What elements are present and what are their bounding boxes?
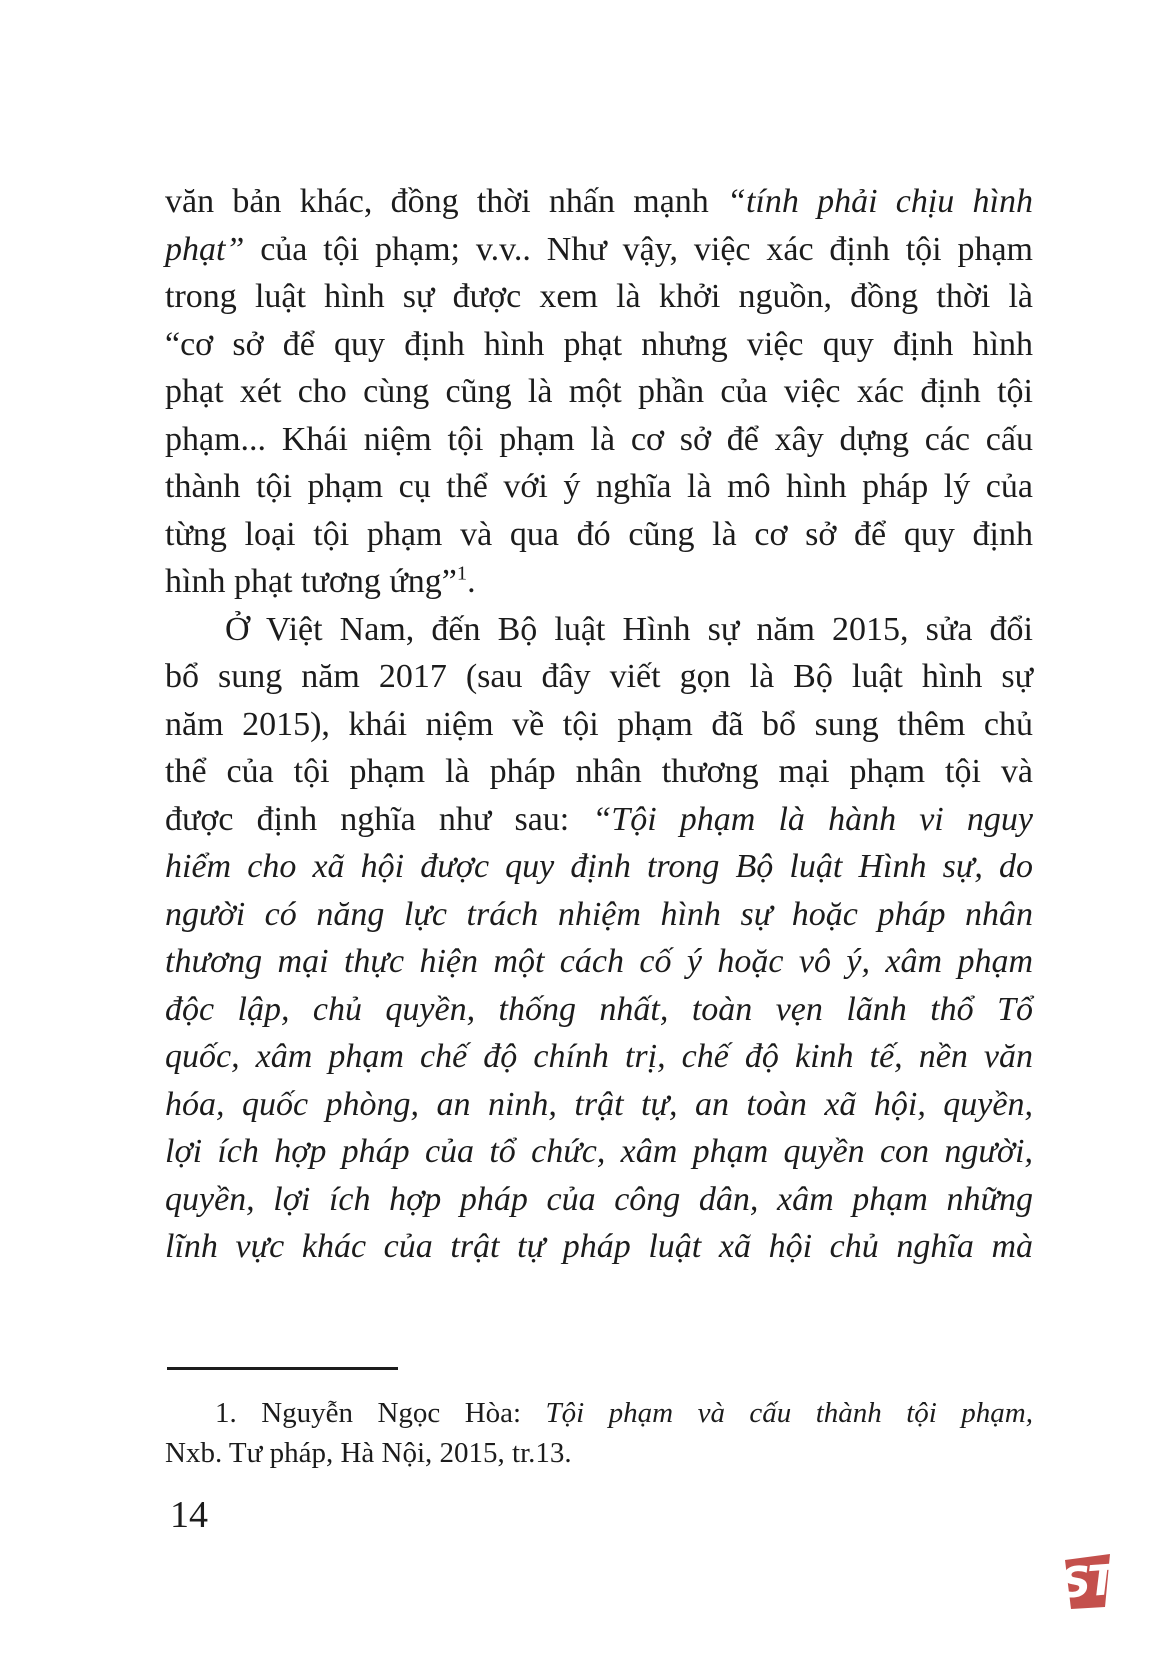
body-line — [165, 653, 1033, 701]
paragraph — [165, 606, 1033, 1271]
text-segment: thể của tội phạm là pháp nhân thương mại phạm tội và — [165, 753, 1033, 790]
body-line — [165, 1081, 1033, 1129]
body-line — [165, 368, 1033, 416]
text-segment: Nxb. Tư pháp, Hà Nội, 2015, tr.13. — [165, 1437, 572, 1469]
text-segment: Ở Việt Nam, đến Bộ luật Hình sự năm 2015, sửa đổi — [225, 610, 1033, 648]
body-line — [165, 938, 1033, 986]
text-segment: 1. Nguyễn Ngọc Hòa: — [215, 1397, 546, 1429]
text-segment: hình phạt tương ứng” — [165, 563, 457, 600]
text-segment: phạt xét cho cùng cũng là một phần của việc xác định tội — [165, 373, 1033, 410]
body-line — [165, 1128, 1033, 1176]
body-line — [165, 511, 1033, 559]
text-segment: phạm... Khái niệm tội phạm là cơ sở để xây dựng các cấu — [165, 420, 1033, 458]
text-segment: bổ sung năm 2017 (sau đây viết gọn là Bộ luật hình sự — [165, 658, 1033, 695]
text-segment: . — [467, 563, 476, 600]
text-segment: Tội phạm và cấu thành tội phạm, — [545, 1397, 1033, 1429]
text-segment: năm 2015), khái niệm về tội phạm đã bổ sung thêm chủ — [165, 705, 1033, 743]
body-line — [165, 1176, 1033, 1224]
footnote — [165, 1393, 1033, 1473]
text-segment: phạt” — [165, 230, 245, 268]
text-segment: hiểm cho xã hội được quy định trong Bộ luật Hình sự, do — [165, 848, 1033, 885]
text-segment: văn bản khác, đồng thời nhấn mạnh — [165, 183, 728, 220]
text-segment: quốc, xâm phạm chế độ chính trị, chế độ kinh tế, nền văn — [165, 1038, 1033, 1075]
body-line — [165, 463, 1033, 511]
body-line — [165, 986, 1033, 1034]
publisher-logo — [1059, 1551, 1115, 1611]
text-segment: 1 — [456, 562, 468, 585]
body-line — [165, 701, 1033, 749]
text-segment: lợi ích hợp pháp của tổ chức, xâm phạm quyền con người, — [165, 1133, 1033, 1170]
body-line — [165, 226, 1033, 274]
text-segment: từng loại tội phạm và qua đó cũng là cơ sở để quy định — [165, 515, 1033, 553]
text-segment: của tội phạm; v.v.. Như vậy, việc xác định tội phạm — [244, 230, 1033, 268]
body-line — [165, 891, 1033, 939]
text-segment: hóa, quốc phòng, an ninh, trật tự, an toàn xã hội, quyền, — [165, 1085, 1033, 1123]
text-segment: người có năng lực trách nhiệm hình sự hoặc pháp nhân — [165, 895, 1033, 933]
body-line — [165, 606, 1033, 654]
text-segment: “Tội phạm là hành vi nguy — [592, 800, 1033, 838]
text-segment: “cơ sở để quy định hình phạt nhưng việc quy định hình — [165, 325, 1033, 363]
body-line — [165, 416, 1033, 464]
footnote-line — [165, 1393, 1033, 1433]
st-logo-text: ST — [1059, 1555, 1115, 1608]
body-text — [165, 178, 1033, 1271]
body-line — [165, 748, 1033, 796]
footnote-separator — [167, 1367, 398, 1370]
text-segment: thương mại thực hiện một cách cố ý hoặc vô ý, xâm phạm — [165, 943, 1033, 980]
paragraph — [165, 178, 1033, 606]
text-segment: thành tội phạm cụ thể với ý nghĩa là mô hình pháp lý của — [165, 468, 1033, 505]
body-line — [165, 1033, 1033, 1081]
text-segment: lĩnh vực khác của trật tự pháp luật xã hội chủ nghĩa mà — [165, 1228, 1033, 1265]
body-line — [165, 843, 1033, 891]
text-segment: quyền, lợi ích hợp pháp của công dân, xâm phạm những — [165, 1180, 1033, 1218]
body-line — [165, 178, 1033, 226]
page-number: 14 — [170, 1494, 208, 1536]
text-segment: được định nghĩa như sau: — [165, 800, 593, 838]
text-segment: trong luật hình sự được xem là khởi nguồn, đồng thời là — [165, 278, 1033, 315]
body-line — [165, 273, 1033, 321]
text-segment: độc lập, chủ quyền, thống nhất, toàn vẹn lãnh thổ Tổ — [165, 990, 1033, 1028]
body-line — [165, 321, 1033, 369]
body-line — [165, 796, 1033, 844]
body-line — [165, 1223, 1033, 1271]
st-logo — [1059, 1551, 1115, 1611]
text-segment: “tính phải chịu hình — [727, 183, 1033, 220]
